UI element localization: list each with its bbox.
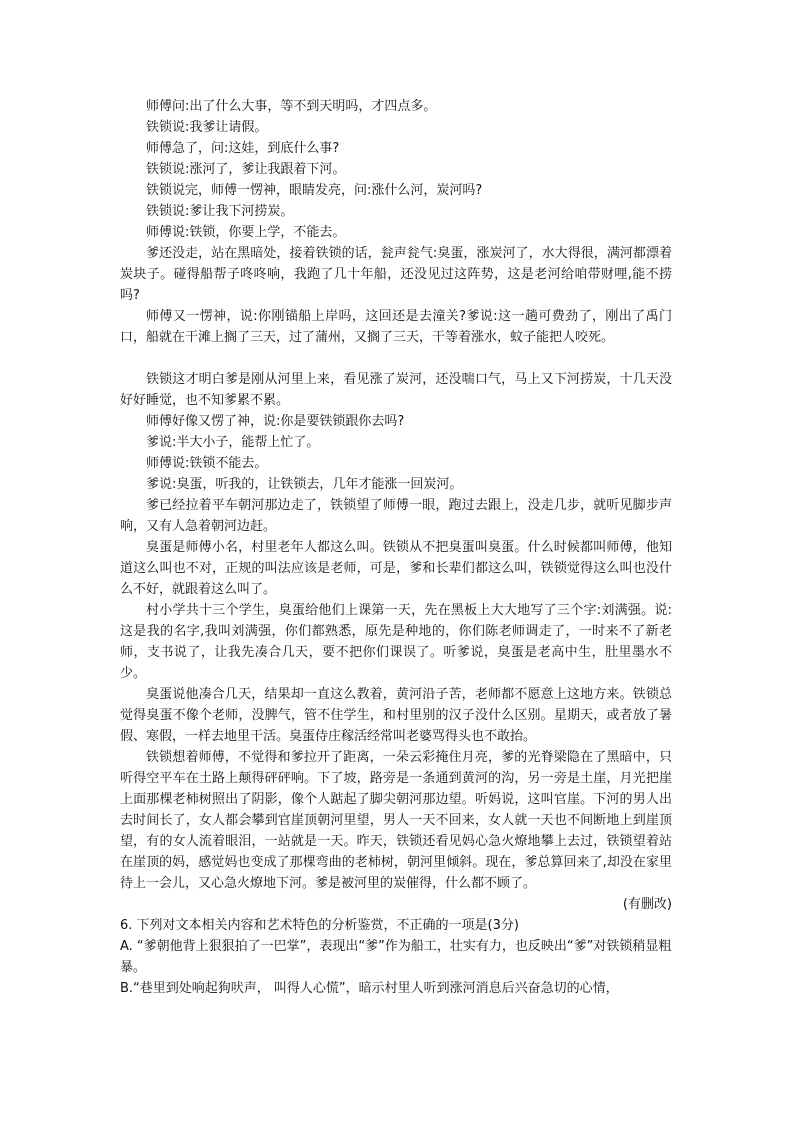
- story-paragraph: 师傅又一愣神，说:你刚锚船上岸吗，这回还是去潼关?爹说:这一趟可费劲了，刚出了禹门口，船就在干滩上搁了三天，过了蒲州，又搁了三天，干等着涨水，蚊子能把人咬死。: [120, 309, 672, 345]
- question-option-a: A. “爹朝他背上狠狠拍了一巴掌”，表现出“爹”作为船工，壮实有力，也反映出“爹”对铁锁稍显粗暴。: [120, 939, 672, 975]
- dialogue-line: 师傅好像又愣了神，说:你是要铁锁跟你去吗?: [146, 414, 405, 429]
- dialogue-line: 铁锁说:我爹让请假。: [146, 120, 268, 135]
- story-paragraph: 臭蛋是师傅小名，村里老年人都这么叫。铁锁从不把臭蛋叫臭蛋。什么时候都叫师傅，他知道这么叫也不对，正规的叫法应该是老师，可是，爹和长辈们都这么叫，铁锁觉得这么叫也没什么不好，就跟着这么叫了。: [120, 540, 672, 597]
- story-paragraph: 爹还没走，站在黑暗处，接着铁锁的话，瓮声瓮气:臭蛋，涨炭河了，水大得很，满河都漂着炭块子。碰得船帮子咚咚响，我跑了几十年船，还没见过这阵势，这是老河给咱带财哩,能不捞吗?: [120, 246, 672, 303]
- question-option-b: B.“巷里到处响起狗吠声， 叫得人心慌”，暗示村里人听到涨河消息后兴奋急切的心情，: [120, 981, 619, 996]
- dialogue-line: 铁锁说完，师傅一愣神，眼睛发亮，问:涨什么河，炭河吗?: [146, 183, 483, 198]
- dialogue-line: 师傅说:铁锁，你要上学，不能去。: [146, 225, 346, 240]
- dialogue-line: 爹说:半大小子，能帮上忙了。: [146, 435, 320, 450]
- dialogue-line: 铁锁说:爹让我下河捞炭。: [146, 204, 294, 219]
- source-note: (有删改): [622, 897, 672, 912]
- dialogue-line: 师傅说:铁锁不能去。: [146, 456, 268, 471]
- document-page: [120, 96, 672, 999]
- dialogue-line: 爹说:臭蛋，听我的，让铁锁去，几年才能涨一回炭河。: [146, 477, 463, 492]
- story-paragraph: 臭蛋说他凑合几天，结果却一直这么教着，黄河沿子苦，老师都不愿意上这地方来。铁锁总觉得臭蛋不像个老师，没脾气，管不住学生，和村里别的汉子没什么区别。星期天，或者放了暑假、寒假，一样去地里干活。臭蛋侍庄稼活经常叫老婆骂得头也不敢抬。: [120, 687, 672, 744]
- question-stem: 6. 下列对文本相关内容和艺术特色的分析鉴赏，不正确的一项是(3分): [120, 918, 519, 933]
- story-paragraph: 爹已经拉着平车朝河那边走了，铁锁望了师傅一眼，跑过去跟上，没走几步，就听见脚步声响，又有人急着朝河边赶。: [120, 498, 672, 534]
- story-paragraph: 铁锁想着师傅，不觉得和爹拉开了距离，一朵云彩掩住月亮，爹的光脊梁隐在了黑暗中，只听得空平车在土路上颠得砰砰响。下了坡，路旁是一条通到黄河的沟，另一旁是土崖，月光把崖上面那棵老柿树照出了阴影，像个人踮起了脚尖朝河那边望。听妈说，这叫官崖。下河的男人出去时间长了，女人都会攀到官崖顶朝河里望，男人一天不回来，女人就一天也不间断地上到崖顶望，有的女人流着眼泪，一站就是一天。昨天，铁锁还看见妈心急火燎地攀上去过，铁锁望着站在崖顶的妈，感觉妈也变成了那棵弯曲的老柿树，朝河里倾斜。现在，爹总算回来了,却没在家里待上一会儿，又心急火燎地下河。爹是被河里的炭催得，什么都不顾了。: [120, 750, 672, 891]
- dialogue-line: 铁锁说:涨河了，爹让我跟着下河。: [146, 162, 346, 177]
- story-paragraph: 铁锁这才明白爹是刚从河里上来，看见涨了炭河，还没喘口气，马上又下河捞炭，十几天没好好睡觉，也不知爹累不累。: [120, 372, 672, 408]
- dialogue-line: 师傅问:出了什么大事，等不到天明吗，才四点多。: [146, 99, 437, 114]
- story-paragraph: 村小学共十三个学生，臭蛋给他们上课第一天，先在黑板上大大地写了三个字:刘满强。说:这是我的名字,我叫刘满强，你们都熟悉，原先是种地的，你们陈老师调走了，一时来不了新老师，支书说了，让我先凑合几天，要不把你们课误了。听爹说，臭蛋是老高中生，肚里墨水不少。: [120, 603, 672, 681]
- dialogue-line: 师傅急了，问:这娃，到底什么事?: [146, 141, 340, 156]
